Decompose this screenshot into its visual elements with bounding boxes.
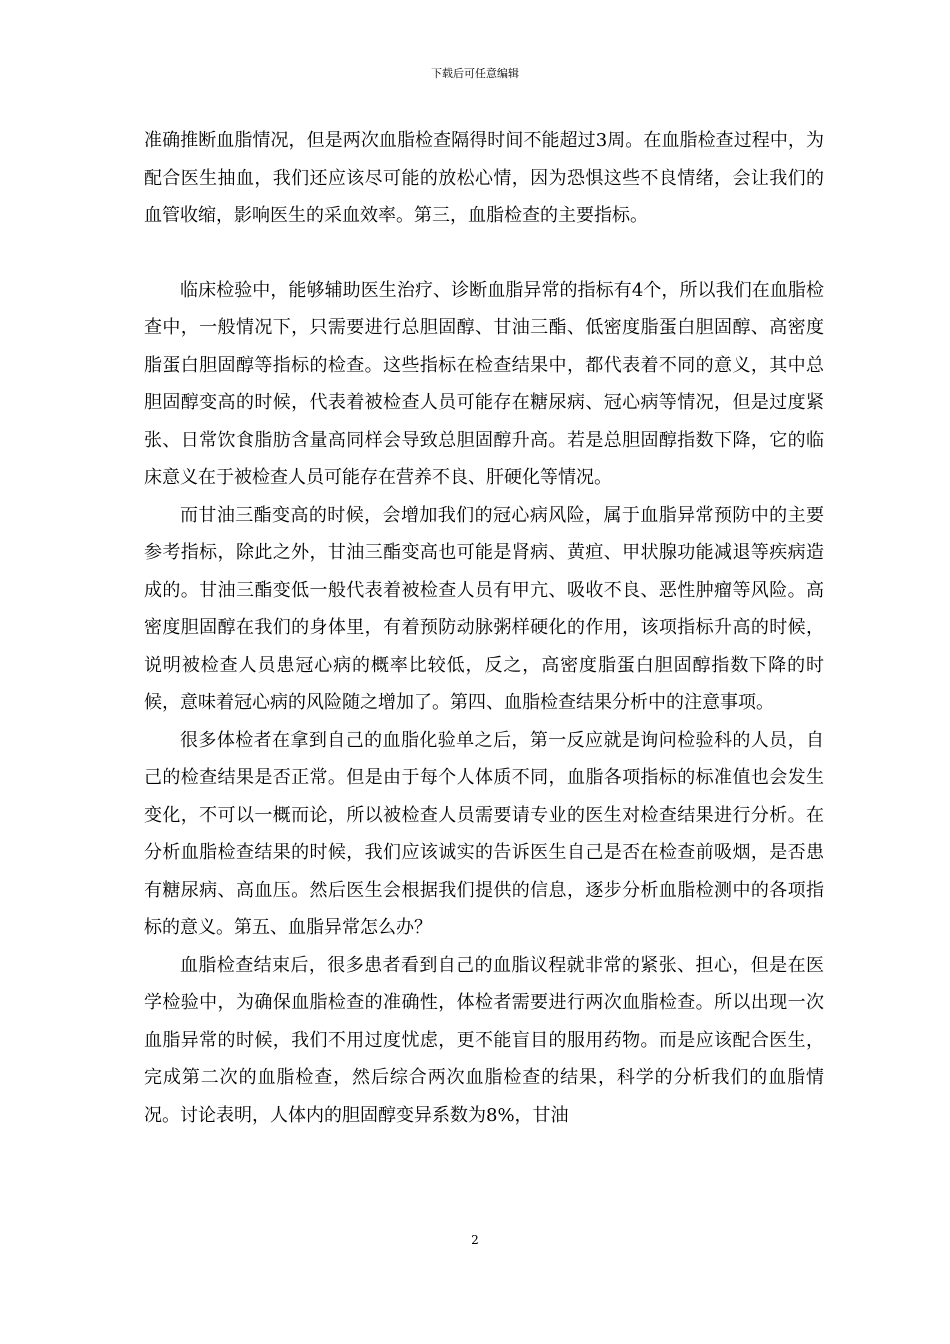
paragraph: 而甘油三酯变高的时候，会增加我们的冠心病风险，属于血脂异常预防中的主要参考指标，除此之外，甘油三酯变高也可能是肾病、黄疸、甲状腺功能减退等疾病造成的。甘油三酯变低一般代表着被检查人员有甲亢、吸收不良、恶性肿瘤等风险。高密度胆固醇在我们的身体里，有着预防动脉粥样硬化的作用，该项指标升高的时候，说明被检查人员患冠心病的概率比较低，反之，高密度脂蛋白胆固醇指数下降的时候，意味着冠心病的风险随之增加了。第四、血脂检查结果分析中的注意事项。 (144, 504, 824, 713)
page-header: 下载后可任意编辑 (431, 67, 519, 80)
paragraph: 临床检验中，能够辅助医生治疗、诊断血脂异常的指标有4个，所以我们在血脂检查中，一般情况下，只需要进行总胆固醇、甘油三酯、低密度脂蛋白胆固醇、高密度脂蛋白胆固醇等指标的检查。这些指标在检查结果中，都代表着不同的意义，其中总胆固醇变高的时候，代表着被检查人员可能存在糖尿病、冠心病等情况，但是过度紧张、日常饮食脂肪含量高同样会导致总胆固醇升高。若是总胆固醇指数下降，它的临床意义在于被检查人员可能存在营养不良、肝硬化等情况。 (144, 279, 824, 488)
paragraph: 血脂检查结束后，很多患者看到自己的血脂议程就非常的紧张、担心，但是在医学检验中，为确保血脂检查的准确性，体检者需要进行两次血脂检查。所以出现一次血脂异常的时候，我们不用过度忧虑，更不能盲目的服用药物。而是应该配合医生，完成第二次的血脂检查，然后综合两次血脂检查的结果，科学的分析我们的血脂情况。讨论表明，人体内的胆固醇变异系数为8%，甘油 (144, 954, 824, 1126)
paragraph: 很多体检者在拿到自己的血脂化验单之后，第一反应就是询问检验科的人员，自己的检查结果是否正常。但是由于每个人体质不同，血脂各项指标的标准值也会发生变化，不可以一概而论，所以被检查人员需要请专业的医生对检查结果进行分析。在分析血脂检查结果的时候，我们应该诚实的告诉医生自己是否在检查前吸烟，是否患有糖尿病、高血压。然后医生会根据我们提供的信息，逐步分析血脂检测中的各项指标的意义。第五、血脂异常怎么办？ (144, 729, 824, 938)
page-number: 2 (471, 1233, 479, 1247)
document-body (144, 122, 824, 1134)
paragraph-continuation: 准确推断血脂情况，但是两次血脂检查隔得时间不能超过3周。在血脂检查过程中，为配合医生抽血，我们还应该尽可能的放松心情，因为恐惧这些不良情绪，会让我们的血管收缩，影响医生的采血效率。第三，血脂检查的主要指标。 (144, 130, 824, 226)
